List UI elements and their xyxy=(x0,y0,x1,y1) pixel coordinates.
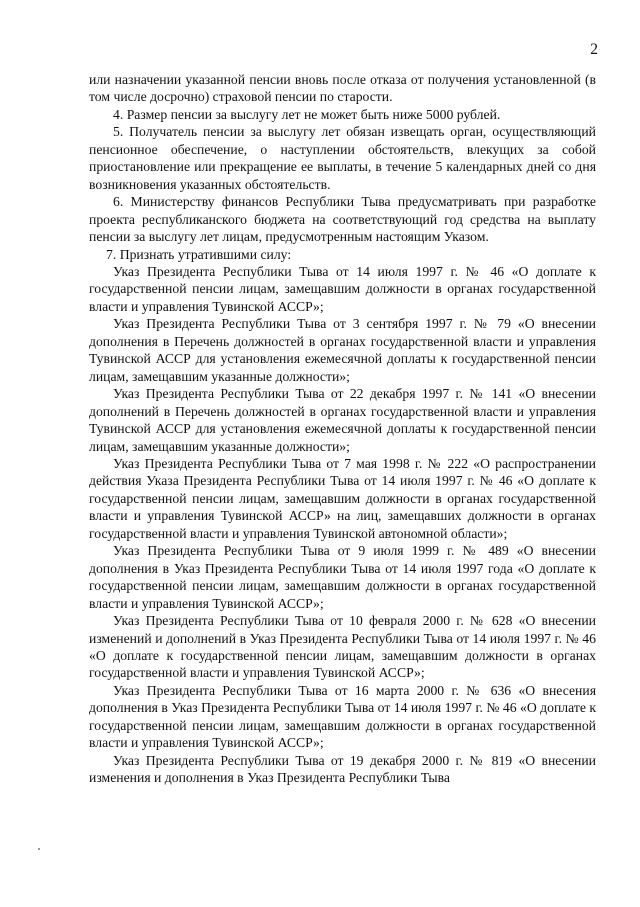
document-body xyxy=(89,71,596,787)
decree-list-item: Указ Президента Республики Тыва от 19 декабря 2000 г. № 819 «О внесении изменения и дополнения в Указ Президента Республики Тыва xyxy=(89,752,596,786)
scan-speck xyxy=(38,848,40,850)
decree-list-item: Указ Президента Республики Тыва от 10 февраля 2000 г. № 628 «О внесении изменений и дополнений в Указ Президента Республики Тыва от 14 июля 1997 г. № 46 «О доплате к государственной пенсии лицам, замещавшим должности в органах государственной власти и управления Тувинской АССР»; xyxy=(89,613,596,681)
decree-list-item: Указ Президента Республики Тыва от 14 июля 1997 г. № 46 «О доплате к государственной пенсии лицам, замещавшим должности в органах государственной власти и управления Тувинской АССР»; xyxy=(89,263,596,314)
paragraph-continuation: или назначении указанной пенсии вновь после отказа от получения установленной (в том числе досрочно) страховой пенсии по старости. xyxy=(89,72,596,105)
decree-list-item: Указ Президента Республики Тыва от 9 июля 1999 г. № 489 «О внесении дополнения в Указ Президента Республики Тыва от 14 июля 1997 года «О доплате к государственной пенсии лицам, замещавшим должности в органах государственной власти и управления Тувинской АССР»; xyxy=(89,543,596,611)
paragraph-item-7: 7. Признать утратившими силу: xyxy=(106,246,292,262)
decree-list-item: Указ Президента Республики Тыва от 22 декабря 1997 г. № 141 «О внесении дополнений в Перечень должностей в органах государственной власти и управления Тувинской АССР для установления ежемесячной доплаты к государственной пенсии лицам, замещавшим указанные должности»; xyxy=(89,386,596,454)
decree-list-item: Указ Президента Республики Тыва от 3 сентября 1997 г. № 79 «О внесении дополнения в Перечень должностей в органах государственной власти и управления Тувинской АССР для установления ежемесячной доплаты к государственной пенсии лицам, замещавшим указанные должности»; xyxy=(89,316,596,384)
decree-list-item: Указ Президента Республики Тыва от 16 марта 2000 г. № 636 «О внесения дополнения в Указ Президента Республики Тыва от 14 июля 1997 г. № 46 «О доплате к государственной пенсии лицам, замещавшим должности в органах государственной власти и управления Тувинской АССР»; xyxy=(89,682,596,751)
page-number: 2 xyxy=(590,41,598,58)
paragraph-item-4: 4. Размер пенсии за выслугу лет не может быть ниже 5000 рублей. xyxy=(113,106,501,122)
paragraph-item-6: 6. Министерству финансов Республики Тыва предусматривать при разработке проекта республиканского бюджета на соответствующий год средства на выплату пенсии за выслугу лет лицам, предусмотренным настоящим Указом. xyxy=(89,194,596,245)
decree-list-item: Указ Президента Республики Тыва от 7 мая 1998 г. № 222 «О распространении действия Указа Президента Республики Тыва от 14 июля 1997 г. № 46 «О доплате к государственной пенсии лицам, замещавшим должности в органах государственной власти и управления Тувинской АССР» на лиц, замещавших должности в органах государственной власти и управления Тувинской автономной области»; xyxy=(89,455,596,541)
paragraph-item-5: 5. Получатель пенсии за выслугу лет обязан извещать орган, осуществляющий пенсионное обеспечение, о наступлении обстоятельств, влекущих за собой приостановление или прекращение ее выплаты, в течение 5 календарных дней со дня возникновения указанных обстоятельств. xyxy=(89,124,596,192)
